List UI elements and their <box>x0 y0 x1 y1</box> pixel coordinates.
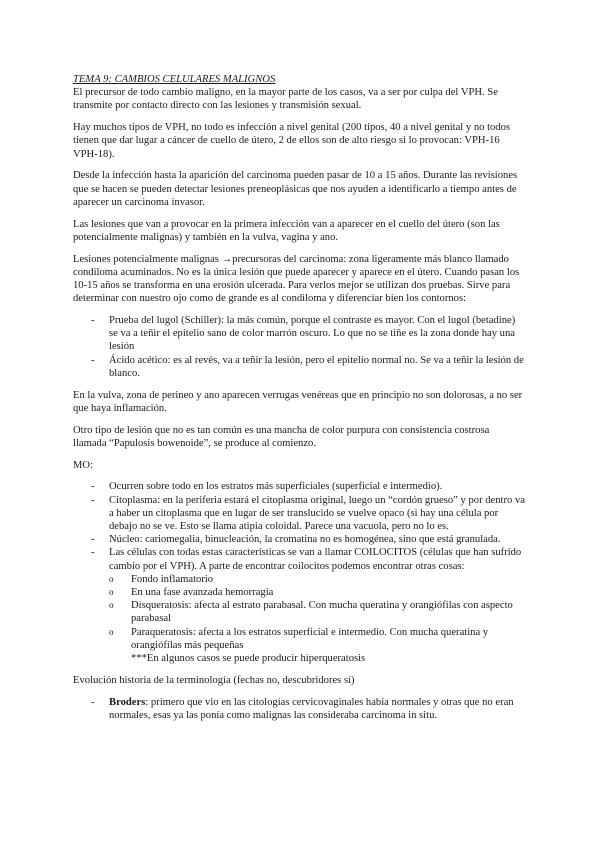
sublist-item-dyskeratosis: o Disqueratosis: afecta al estrato parabasal. Con mucha queratina y orangiófilas con aspecto parabasal <box>109 599 525 625</box>
page-title: TEMA 9: CAMBIOS CELULARES MALIGNOS <box>73 74 276 85</box>
paragraph-bowenoid-papulosis: Otro tipo de lesión que no es tan común es una mancha de color purpura con consistencia costrosa llamada “Papulosis bowenoide”, se produce al comienzo. <box>73 424 490 449</box>
list-item-nucleus: - Núcleo: cariomegalia, binucleación, la cromatina no es homogénea, sino que está granulada. <box>73 533 525 546</box>
paragraph-terminology-evolution: Evolución historia de la terminología (fechas no, descubridores sí) <box>73 674 355 686</box>
sublist-item-hemorrhage: o En una fase avanzada hemorragia <box>109 586 525 599</box>
sublist-item-inflammatory-background: o Fondo inflamatorio <box>109 573 525 586</box>
broders-name: Broders <box>109 696 146 708</box>
broders-description: : primero que vio en las citologías cervicovaginales había normales y otras que no eran normales, esas ya las ponía como malignas las consideraba carcinoma in situ. <box>109 696 514 721</box>
mo-heading: MO: <box>73 459 94 471</box>
list-item-acetic-acid-test: - Ácido acético: es al revés, va a teñir la lesión, pero el epitelio normal no. Se va a teñir la lesión de blanco. <box>73 354 525 380</box>
paragraph-infection-time: Desde la infección hasta la aparición del carcinoma pueden pasar de 10 a 15 años. Durante las revisiones que se hacen se pueden detectar lesiones preneoplásicas que nos ayuden a identificarlo a tiempo antes de aparecer un carcinoma invasor. <box>73 170 518 208</box>
document-body <box>73 73 525 731</box>
sublist-item-parakeratosis: o Paraqueratosis: afecta a los estratos superficial e intermedio. Con mucha queratina y orangiófilas más pequeñas <box>109 626 525 652</box>
list-item-broders <box>73 696 525 722</box>
paragraph-vph-types: Hay muchos tipos de VPH, no todo es infección a nivel genital (200 tipos, 40 a nivel genital y no todos tienen que dar lugar a cáncer de cuello de útero, 2 de ellos son de alto riesgo si lo provocan: VPH-16 VPH-18). <box>73 122 511 160</box>
list-item-superficial-strata: - Ocurren sobre todo en los estratos más superficiales (superficial e intermedio). <box>73 480 525 493</box>
discoverers-list <box>73 696 525 722</box>
tests-list <box>73 314 525 380</box>
paragraph-premalignant-lesions: Lesiones potencialmente malignas →precursoras del carcinoma: zona ligeramente más blanco llamado condiloma acuminados. No es la única lesión que puede aparecer y aparece en el útero. Cuando pasan los 10-15 años se transforma en una erosión ulcerada. Para verlos mejor se utilizan dos pruebas. Sirve para determinar con nuestro ojo como de grande es al condiloma y diferenciar bien los contornos: <box>73 253 520 305</box>
paragraph-vulva-warts: En la vulva, zona de perineo y ano aparecen verrugas venéreas que en principio no son dolorosas, a no ser que haya inflamación. <box>73 389 523 414</box>
list-item-cytoplasm: - Citoplasma: en la periferia estará el citoplasma original, luego un “cordón grueso” y por dentro va a haber un citoplasma que en lugar de ser translucido se vuelve opaco (si hay una célula por debajo no se ve. Esto se llama atipia coloidal. Parece una vacuola, pero no lo es. <box>73 494 525 534</box>
koilocytes-text: Las células con todas estas características se van a llamar COILOCITOS (células que han sufrido cambio por el VPH). A parte de encontrar coilocitos podemos encontrar otras cosas: <box>109 547 522 572</box>
paragraph-lesion-sites: Las lesiones que van a provocar en la primera infección van a aparecer en el cuello del útero (son las potencialmente malignas) y también en la vulva, vagina y ano. <box>73 218 500 243</box>
paragraph-vph-precursor: El precursor de todo cambio maligno, en la mayor parte de los casos, va a ser por culpa del VPH. Se transmite por contacto directo con las lesiones y transmisión sexual. <box>73 87 498 112</box>
mo-findings-list <box>73 480 525 665</box>
list-item-koilocytes <box>73 546 525 665</box>
other-findings-sublist <box>109 573 525 652</box>
hyperkeratosis-note: ***En algunos casos se puede producir hiperqueratosis <box>131 653 366 665</box>
list-item-lugol-test: - Prueba del lugol (Schiller): la más común, porque el contraste es mayor. Con el lugol (betadine) se va a teñir el epitelio sano de color marrón oscuro. Lo que no se tiñe es la zona donde hay una lesión <box>73 314 525 354</box>
